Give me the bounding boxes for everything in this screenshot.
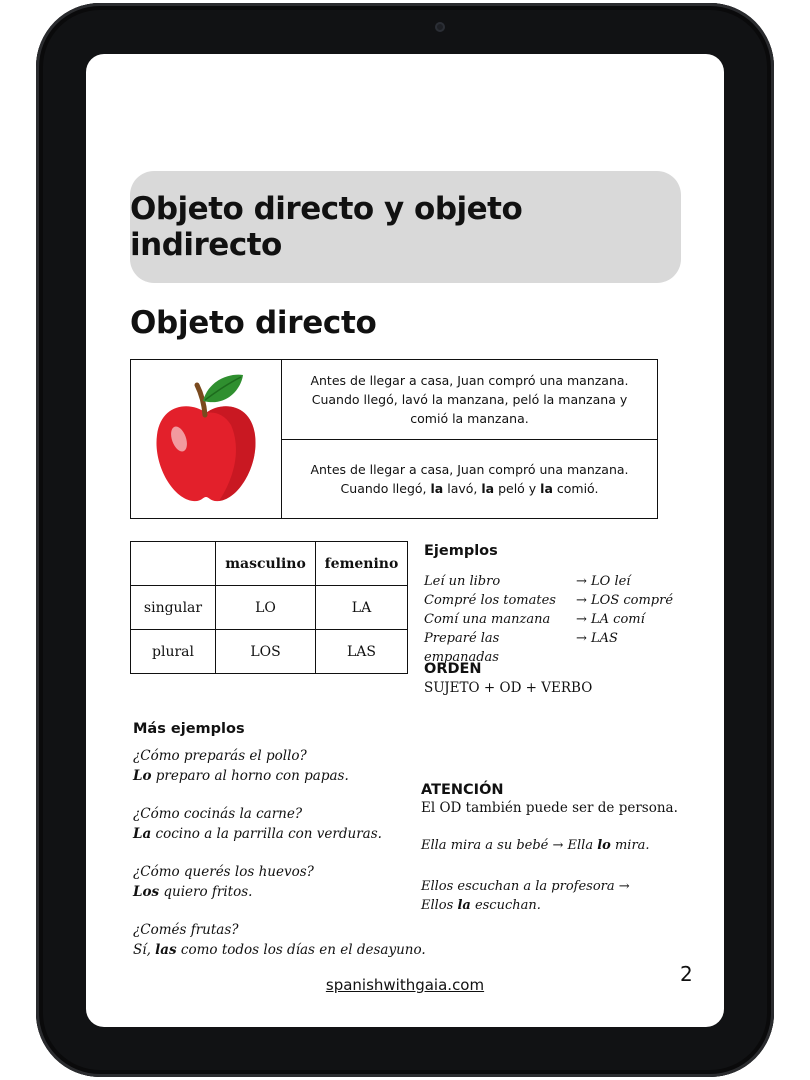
list-item: [133, 921, 426, 960]
example-pronoun: Lo: [133, 767, 152, 784]
example-part: Ellos escuchan a la profesora →: [421, 879, 630, 894]
table-header-cell: [131, 542, 216, 586]
ejemplos-list: [424, 572, 673, 667]
pronoun-la: la: [540, 480, 553, 496]
example-part: Ellos: [421, 898, 458, 913]
table-cell: singular: [131, 586, 216, 630]
atencion-text: El OD también puede ser de persona.: [421, 800, 678, 816]
example-answer: preparo al horno con papas.: [151, 767, 349, 784]
example-left: Compré los tomates: [424, 593, 556, 608]
orden-text: SUJETO + OD + VERBO: [424, 680, 593, 696]
table-cell: LA: [316, 586, 408, 630]
atencion-example-2: [421, 877, 630, 915]
mas-ejemplos-list: [133, 747, 426, 979]
example-pronoun: lo: [597, 838, 611, 853]
sentence-part: comió.: [552, 480, 599, 496]
list-item: [424, 572, 673, 591]
example-right: → LAS: [576, 631, 618, 646]
list-item: [133, 863, 426, 902]
example-left: Preparé las empanadas: [424, 631, 500, 665]
sentence-part: Antes de llegar a casa, Juan compró una manzana. Cuando llegó,: [310, 461, 629, 496]
table-cell: LOS: [216, 630, 316, 674]
example-answer: cocino a la parrilla con verduras.: [151, 825, 382, 842]
example-question: ¿Cómo cocinás la carne?: [133, 806, 303, 822]
apple-example-box: [130, 359, 658, 519]
example-part: escuchan.: [470, 898, 541, 913]
example-answer: quiero fritos.: [159, 883, 253, 900]
table-header-cell: masculino: [216, 542, 316, 586]
camera-icon: [435, 22, 445, 32]
page-number: 2: [680, 962, 693, 986]
example-pronoun: las: [155, 941, 177, 958]
example-part: Ella mira a su bebé → Ella: [421, 838, 598, 853]
example-right: → LO leí: [576, 574, 631, 589]
ejemplos-title: Ejemplos: [424, 543, 498, 559]
example-pronoun: Los: [133, 883, 160, 900]
pronoun-sentence-row: [282, 439, 657, 519]
apple-image-cell: [131, 360, 282, 518]
apple-text-column: [282, 360, 657, 518]
example-part: mira.: [610, 838, 650, 853]
website-link[interactable]: spanishwithgaia.com: [325, 976, 485, 994]
title-banner: [130, 171, 681, 283]
example-pronoun: La: [133, 825, 152, 842]
table-header-cell: femenino: [316, 542, 408, 586]
list-item: [133, 805, 426, 844]
table-cell: plural: [131, 630, 216, 674]
list-item: [424, 610, 673, 629]
sentence-part: lavó,: [443, 480, 482, 496]
document-page[interactable]: [86, 54, 724, 1027]
example-right: → LA comí: [576, 612, 645, 627]
pronoun-la: la: [481, 480, 495, 496]
example-answer: como todos los días en el desayuno.: [176, 941, 426, 958]
example-question: ¿Comés frutas?: [133, 922, 239, 938]
example-pronoun: la: [457, 898, 471, 913]
full-sentence-row: [282, 360, 657, 439]
section-heading: Objeto directo: [130, 305, 377, 341]
table-cell: LO: [216, 586, 316, 630]
mas-ejemplos-title: Más ejemplos: [133, 721, 245, 737]
table-row: [131, 630, 408, 674]
pronoun-la: la: [430, 480, 444, 496]
table-cell: LAS: [316, 630, 408, 674]
full-sentence-text: Antes de llegar a casa, Juan compró una manzana. Cuando llegó, lavó la manzana, peló la manzana y comió la manzana.: [310, 372, 629, 426]
apple-icon: [151, 373, 261, 505]
example-right: → LOS compré: [576, 593, 674, 608]
banner-title: Objeto directo y objeto indirecto: [130, 191, 523, 263]
pronoun-table: [130, 541, 408, 674]
sentence-part: peló y: [494, 480, 541, 496]
list-item: [424, 591, 673, 610]
table-row: [131, 586, 408, 630]
example-left: Leí un libro: [424, 574, 501, 589]
example-question: ¿Cómo querés los huevos?: [133, 864, 314, 880]
example-question: ¿Cómo preparás el pollo?: [133, 748, 307, 764]
example-left: Comí una manzana: [424, 612, 551, 627]
atencion-title: ATENCIÓN: [421, 782, 504, 798]
pronoun-sentence-text: [292, 460, 647, 498]
table-header-row: [131, 542, 408, 586]
example-answer: Sí,: [133, 941, 156, 958]
atencion-example-1: [421, 838, 650, 853]
orden-title: ORDEN: [424, 661, 482, 677]
list-item: [133, 747, 426, 786]
